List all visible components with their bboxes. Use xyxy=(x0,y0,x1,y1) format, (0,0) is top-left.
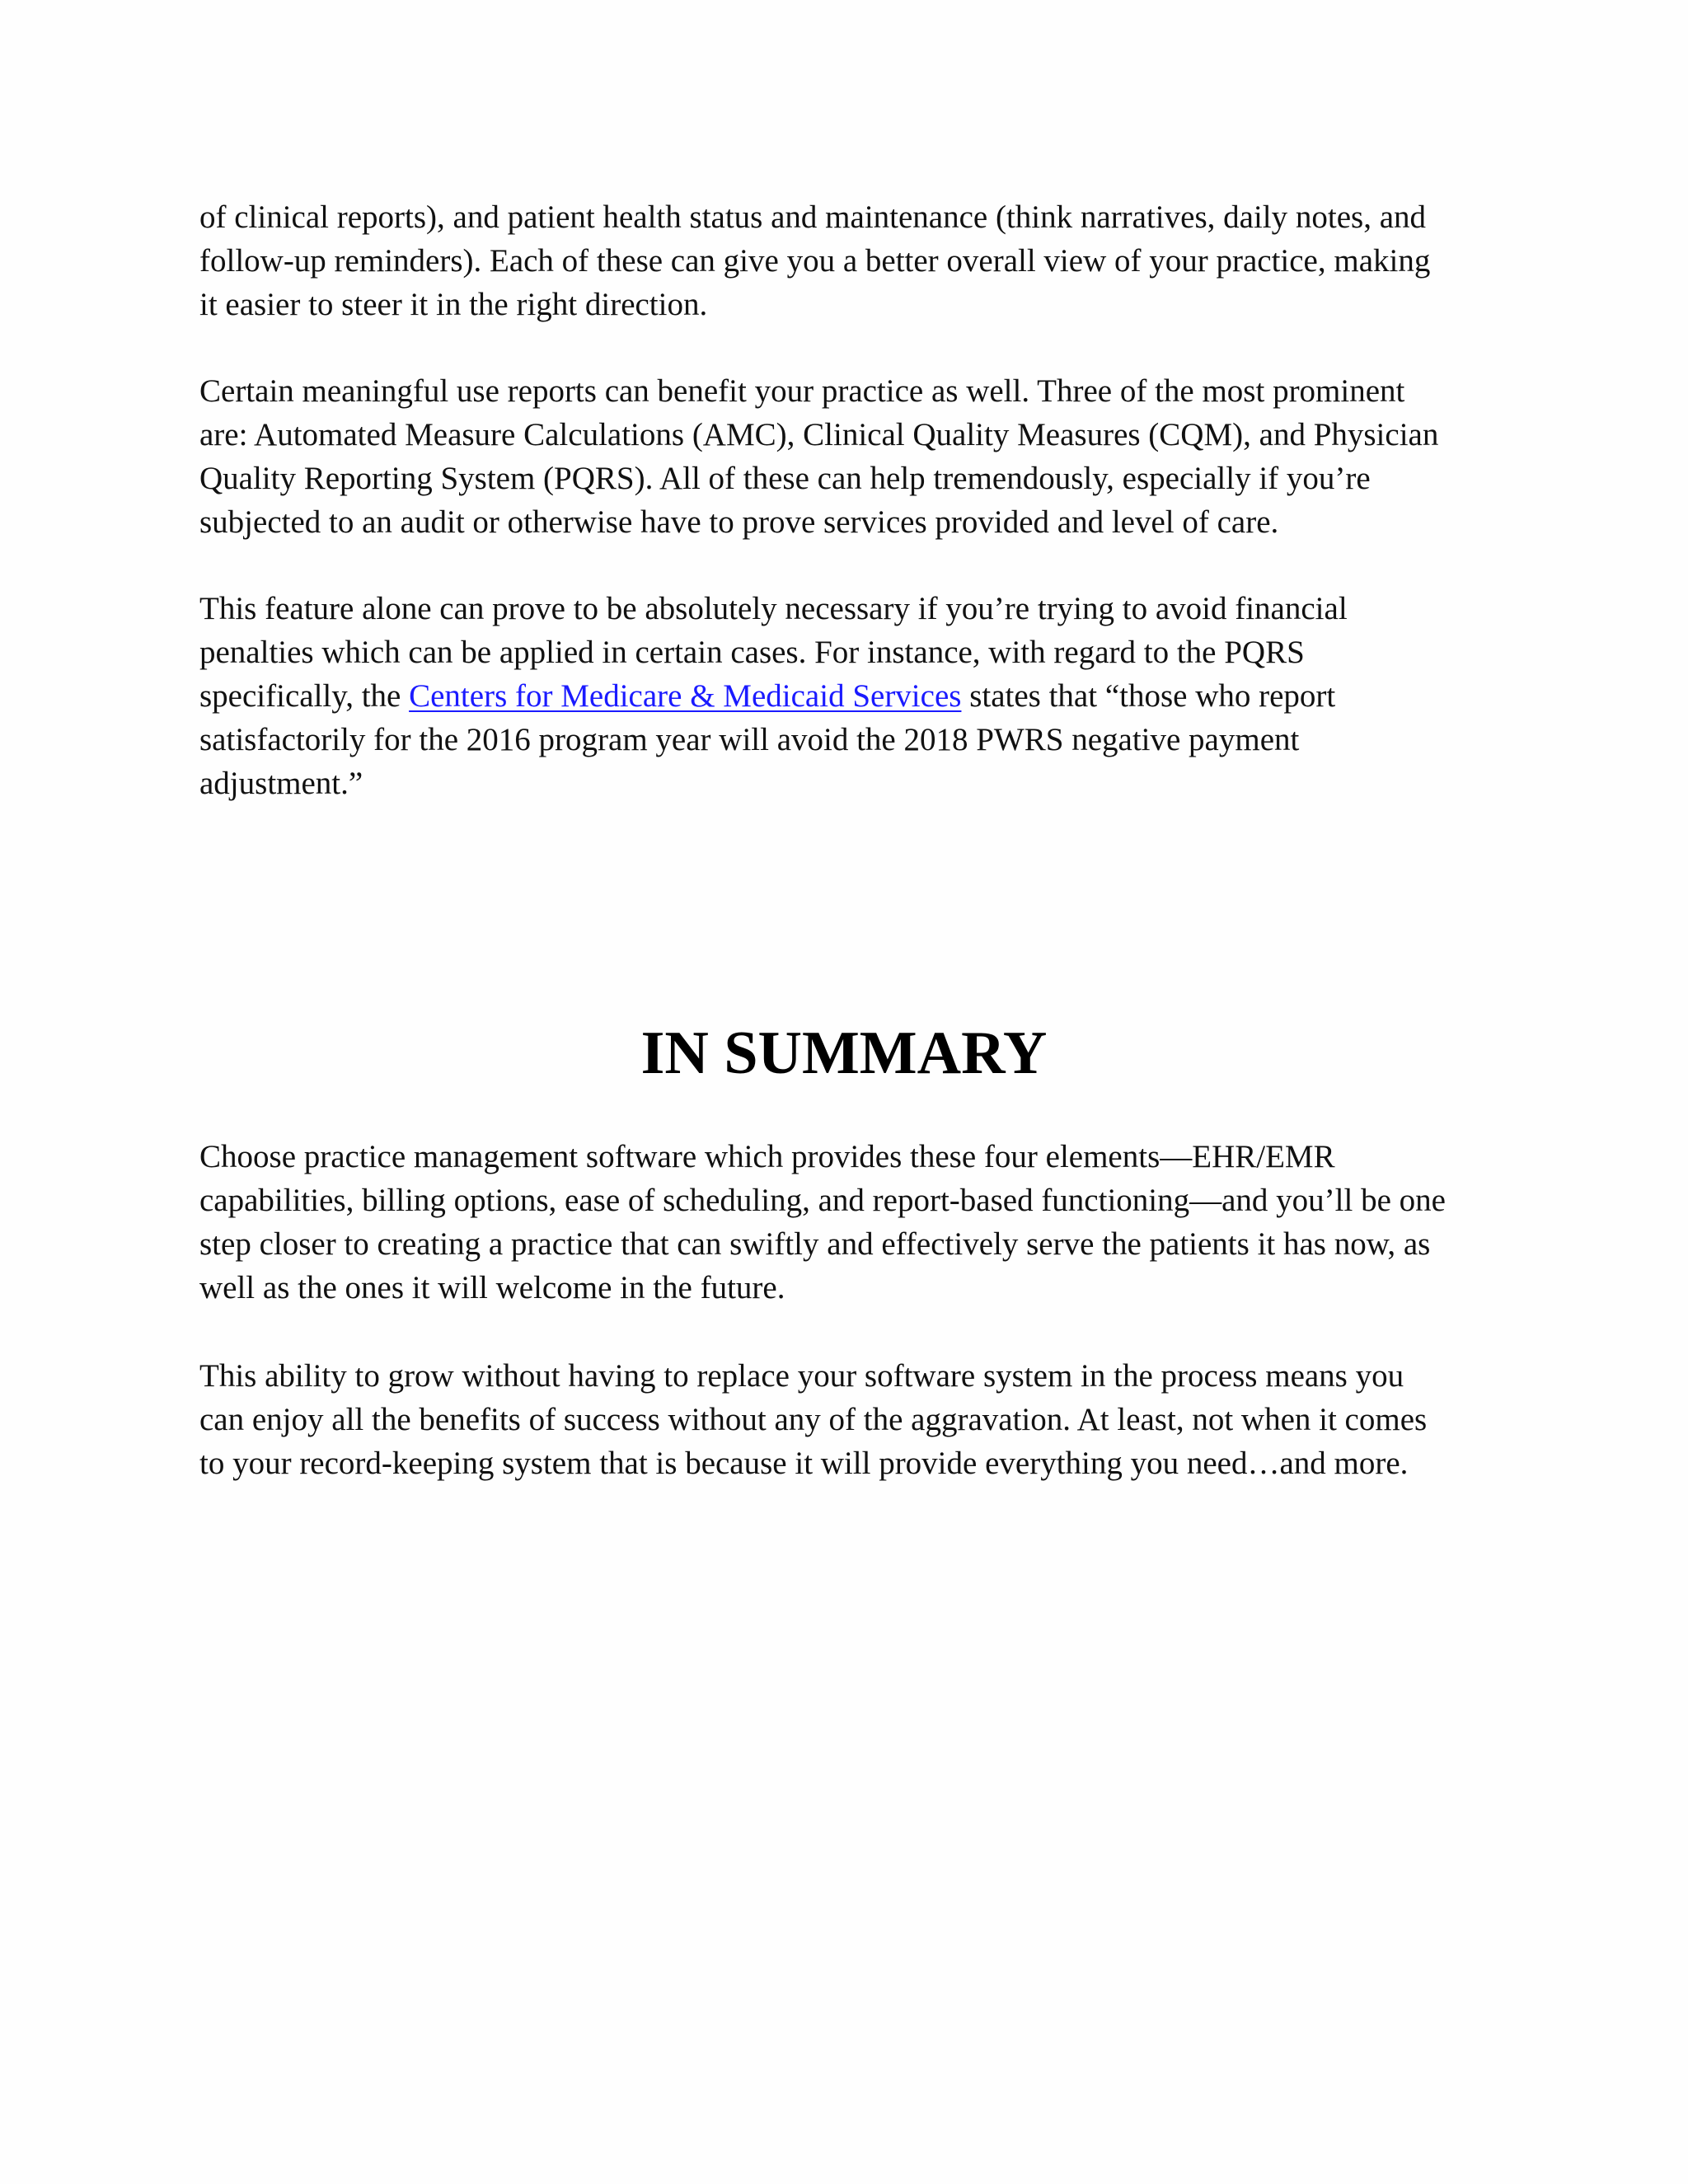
paragraph-financial-penalties xyxy=(199,587,1502,805)
text-line: are: Automated Measure Calculations (AMC), Clinical Quality Measures (CQM), and Physician xyxy=(199,417,1439,452)
text-line: of clinical reports), and patient health status and maintenance (think narratives, daily notes, and xyxy=(199,199,1426,235)
text-line: to your record-keeping system that is because it will provide everything you need…and more. xyxy=(199,1446,1409,1481)
text-line: it easier to steer it in the right direction. xyxy=(199,287,708,322)
text-line: capabilities, billing options, ease of scheduling, and report-based functioning—and you’ll be one xyxy=(199,1183,1446,1218)
text-segment: specifically, the xyxy=(199,678,410,714)
text-line: adjustment.” xyxy=(199,766,363,801)
text-line: well as the ones it will welcome in the future. xyxy=(199,1270,785,1305)
text-line: This ability to grow without having to replace your software system in the process means you xyxy=(199,1358,1404,1394)
text-line: penalties which can be applied in certain cases. For instance, with regard to the PQRS xyxy=(199,635,1305,670)
text-line: This feature alone can prove to be absolutely necessary if you’re trying to avoid financial xyxy=(199,591,1348,626)
text-line: can enjoy all the benefits of success without any of the aggravation. At least, not when it comes xyxy=(199,1402,1428,1437)
text-line: satisfactorily for the 2016 program year will avoid the 2018 PWRS negative payment xyxy=(199,722,1300,757)
text-line: Quality Reporting System (PQRS). All of these can help tremendously, especially if you’re xyxy=(199,461,1371,496)
text-line: Choose practice management software which provides these four elements—EHR/EMR xyxy=(199,1139,1335,1174)
text-line-with-link xyxy=(199,674,1502,718)
text-segment: states that “those who report xyxy=(961,678,1336,714)
paragraph-growth xyxy=(199,1354,1502,1485)
paragraph-summary xyxy=(199,1135,1502,1310)
text-line: step closer to creating a practice that can swiftly and effectively serve the patients it has now, as xyxy=(199,1226,1431,1262)
text-line: follow-up reminders). Each of these can give you a better overall view of your practice, making xyxy=(199,243,1431,279)
cms-link[interactable]: Centers for Medicare & Medicaid Services xyxy=(409,678,962,714)
paragraph-meaningful-use xyxy=(199,369,1502,544)
text-line: subjected to an audit or otherwise have to prove services provided and level of care. xyxy=(199,504,1279,540)
section-heading: IN SUMMARY xyxy=(640,1019,1048,1087)
text-line: Certain meaningful use reports can benefit your practice as well. Three of the most prominent xyxy=(199,373,1405,409)
paragraph-clinical-reports xyxy=(199,195,1502,326)
